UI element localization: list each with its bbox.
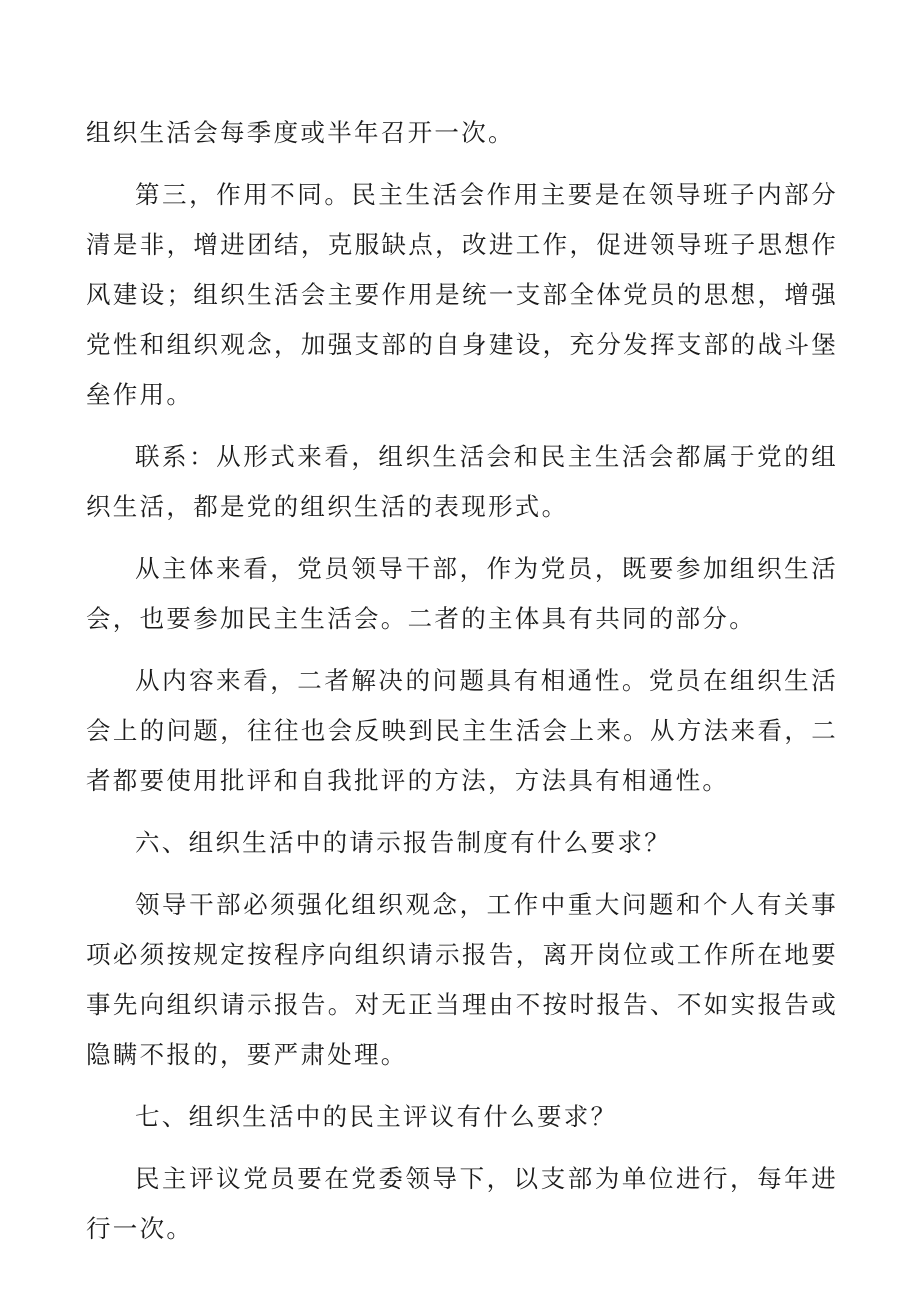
document-body: [86, 108, 838, 1266]
paragraph-7: 领导干部必须强化组织观念，工作中重大问题和个人有关事项必须按规定按程序向组织请示报告，离开岗位或工作所在地要事先向组织请示报告。对无正当理由不按时报告、不如实报告或隐瞒不报的，要严肃处理。: [86, 890, 838, 1069]
paragraph-1: 组织生活会每季度或半年召开一次。: [86, 118, 515, 147]
paragraph-2: 第三，作用不同。民主生活会作用主要是在领导班子内部分清是非，增进团结，克服缺点，改进工作，促进领导班子思想作风建设；组织生活会主要作用是统一支部全体党员的思想，增强党性和组织观念，加强支部的自身建设，充分发挥支部的战斗堡垒作用。: [86, 180, 838, 409]
paragraph-3: 联系：从形式来看，组织生活会和民主生活会都属于党的组织生活，都是党的组织生活的表现形式。: [86, 442, 838, 521]
section-heading-6: 六、组织生活中的请示报告制度有什么要求？: [135, 828, 671, 857]
section-heading-7: 七、组织生活中的民主评议有什么要求？: [135, 1102, 618, 1131]
paragraph-9: 民主评议党员要在党委领导下，以支部为单位进行，每年进行一次。: [86, 1164, 838, 1243]
paragraph-5: 从内容来看，二者解决的问题具有相通性。党员在组织生活会上的问题，往往也会反映到民主生活会上来。从方法来看，二者都要使用批评和自我批评的方法，方法具有相通性。: [86, 666, 838, 795]
paragraph-4: 从主体来看，党员领导干部，作为党员，既要参加组织生活会，也要参加民主生活会。二者的主体具有共同的部分。: [86, 554, 838, 633]
